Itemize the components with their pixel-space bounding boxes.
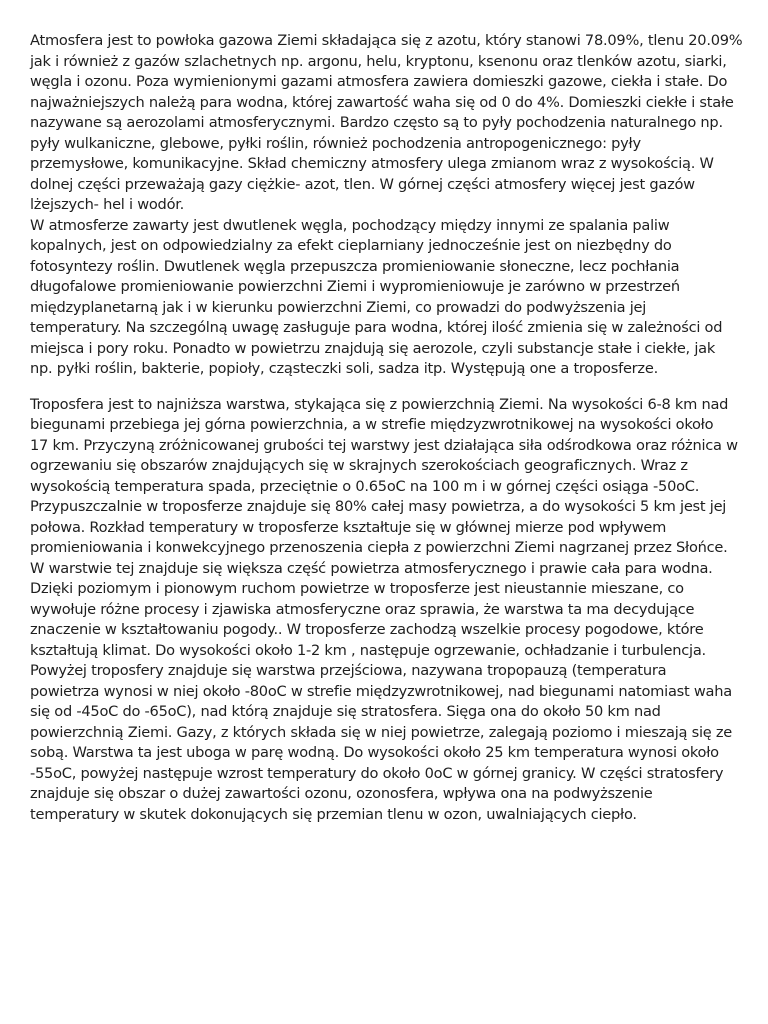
text-line: W warstwie tej znajduje się większa część powietrza atmosferycznego i prawie cała para wodna. [30, 559, 713, 577]
paragraph-atmosphere-composition [30, 31, 750, 216]
text-line: przemysłowe, komunikacyjne. Skład chemiczny atmosfery ulega zmianom wraz z wysokością. W [30, 155, 714, 172]
text-line: kopalnych, jest on odpowiedzialny za efekt cieplarniany jednocześnie jest on niezbędny do [30, 237, 672, 254]
text-line: promieniowania i konwekcyjnego przenoszenia ciepła z powierzchni Ziemi nagrzanej przez Słońce. [30, 539, 728, 556]
text-line: znaczenie w kształtowaniu pogody.. W troposferze zachodzą wszelkie procesy pogodowe, które [30, 621, 704, 638]
paragraph-troposphere [30, 395, 750, 826]
text-line: temperatury w skutek dokonujących się przemian tlenu w ozon, uwalniających ciepło. [30, 805, 637, 823]
text-line: lżejszych- hel i wodór. [30, 196, 185, 213]
text-line: Atmosfera jest to powłoka gazowa Ziemi składająca się z azotu, który stanowi 78.09%, tlenu 20.09% [30, 32, 743, 49]
text-line: międzyplanetarną jak i w kierunku powierzchni Ziemi, co prowadzi do podwyższenia jej [30, 298, 647, 316]
text-line: Przypuszczalnie w troposferze znajduje się 80% całej masy powietrza, a do wysokości 5 km jest jej [30, 498, 727, 515]
text-line: Troposfera jest to najniższa warstwa, stykająca się z powierzchnią Ziemi. Na wysokości 6-8 km nad [30, 395, 729, 413]
text-line: temperatury. Na szczególną uwagę zasługuje para wodna, której ilość zmienia się w zależności od [30, 319, 723, 336]
text-line: fotosyntezy roślin. Dwutlenek węgla przepuszcza promieniowanie słoneczne, lecz pochłania [30, 257, 680, 275]
text-line: miejsca i pory roku. Ponadto w powietrzu znajdują się aerozole, czyli substancje stałe i ciekłe, jak [30, 339, 716, 357]
text-line: jak i również z gazów szlachetnych np. argonu, helu, kryptonu, ksenonu oraz tlenków azotu, siarki, [30, 52, 727, 70]
text-line: połowa. Rozkład temperatury w troposferze kształtuje się w głównej mierze pod wpływem [30, 518, 667, 536]
text-line: biegunami przebiega jej górna powierzchnia, a w strefie międzyzwrotnikowej na wysokości około [30, 416, 714, 433]
document-page [30, 31, 750, 825]
text-line: sobą. Warstwa ta jest uboga w parę wodną. Do wysokości około 25 km temperatura wynosi około [30, 744, 719, 761]
text-line: się od -45oC do -65oC), nad którą znajduje się stratosfera. Sięga ona do około 50 km nad [30, 703, 661, 720]
text-line: np. pyłki roślin, bakterie, popioły, cząsteczki soli, sadza itp. Występują one a troposferze. [30, 360, 658, 377]
text-line: -55oC, powyżej następuje wzrost temperatury do około 0oC w górnej granicy. W części stratosfery [30, 764, 724, 782]
text-line: znajduje się obszar o dużej zawartości ozonu, ozonosfera, wpływa ona na podwyższenie [30, 785, 653, 802]
text-line: wywołuje różne procesy i zjawiska atmosferyczne oraz sprawia, że warstwa ta ma decydujące [30, 600, 695, 618]
text-line: węgla i ozonu. Poza wymienionymi gazami atmosfera zawiera domieszki gazowe, ciekła i stałe. Do [30, 73, 728, 90]
text-line: powietrza wynosi w niej około -80oC w strefie międzyzwrotnikowej, nad biegunami natomiast waha [30, 682, 732, 700]
text-line: wysokością temperatura spada, przeciętnie o 0.65oC na 100 m i w górnej części osiąga -50oC. [30, 477, 700, 495]
text-line: kształtują klimat. Do wysokości około 1-2 km , następuje ogrzewanie, ochładzanie i turbulencja. [30, 641, 706, 659]
text-line: W atmosferze zawarty jest dwutlenek węgla, pochodzący między innymi ze spalania paliw [30, 216, 670, 234]
text-line: długofalowe promieniowanie powierzchni Ziemi i wypromieniowuje je zarówno w przestrzeń [30, 278, 680, 295]
text-line: Dzięki poziomym i pionowym ruchom powietrze w troposferze jest nieustannie mieszane, co [30, 580, 684, 597]
text-line: ogrzewaniu się obszarów znajdujących się w skrajnych szerokościach geograficznych. Wraz z [30, 457, 688, 474]
text-line: dolnej części przeważają gazy ciężkie- azot, tlen. W górnej części atmosfery więcej jest gazów [30, 175, 695, 193]
text-line: najważniejszych należą para wodna, której zawartość waha się od 0 do 4%. Domieszki ciekłe i stałe [30, 93, 734, 111]
text-line: Powyżej troposfery znajduje się warstwa przejściowa, nazywana tropopauzą (temperatura [30, 662, 667, 679]
paragraph-carbon-dioxide [30, 216, 750, 380]
text-line: 17 km. Przyczyną zróżnicowanej grubości tej warstwy jest działająca siła odśrodkowa oraz różnica w [30, 436, 738, 454]
text-line: powierzchnią Ziemi. Gazy, z których składa się w niej powietrze, zalegają poziomo i mieszają się ze [30, 723, 733, 741]
text-line: pyły wulkaniczne, glebowe, pyłki roślin, również pochodzenia antropogenicznego: pyły [30, 134, 641, 152]
text-line: nazywane są aerozolami atmosferycznymi. Bardzo często są to pyły pochodzenia naturalnego np. [30, 114, 723, 131]
